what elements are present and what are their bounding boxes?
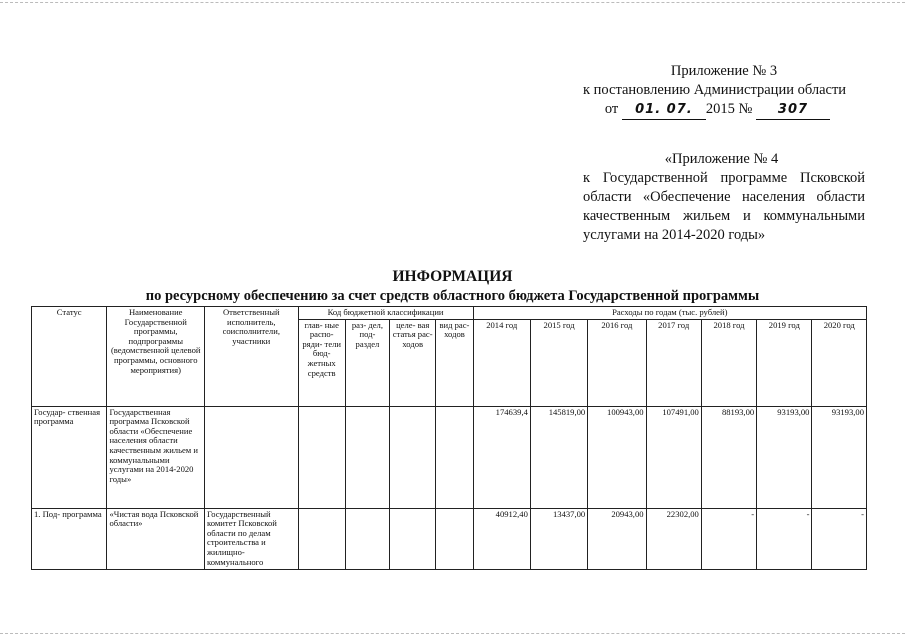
header-expenses: Расходы по годам (тыс. рублей) (473, 307, 866, 320)
header-year-2019: 2019 год (757, 319, 812, 406)
decree-appendix-block (583, 62, 865, 120)
header-year-2016: 2016 год (588, 319, 646, 406)
cell-status: 1. Под- программа (32, 508, 107, 569)
header-year-2017: 2017 год (646, 319, 701, 406)
header-code-section: раз- дел, под- раздел (345, 319, 389, 406)
header-name: Наименование Государственной программы, подпрограммы (ведомственной целевой программы, основного мероприятия) (107, 307, 205, 407)
cell-name: Государственная программа Псковской области «Обеспечение населения области качественным жильем и коммунальными услугами на 2014-2020 годы» (107, 406, 205, 508)
cell-value-2019: - (757, 508, 812, 569)
header-year-2015: 2015 год (530, 319, 587, 406)
document-subtitle: по ресурсному обеспечению за счет средств областного бюджета Государственной программы (145, 288, 760, 304)
document-title: ИНФОРМАЦИЯ (392, 268, 513, 285)
handwritten-date: 01. 07. (622, 100, 706, 120)
header-code-target-article: целе- вая статья рас- ходов (390, 319, 436, 406)
header-year-2014: 2014 год (473, 319, 530, 406)
cell-value-2014: 40912,40 (473, 508, 530, 569)
scan-edge-top (0, 2, 905, 4)
cell-status: Государ- ственная программа (32, 406, 107, 508)
program-appendix-line: к Государственной программе Псковской (583, 170, 865, 186)
cell-value-2016: 20943,00 (588, 508, 646, 569)
header-year-2018: 2018 год (701, 319, 756, 406)
cell-code (345, 406, 389, 508)
cell-value-2015: 145819,00 (530, 406, 587, 508)
table-row (32, 508, 867, 569)
cell-value-2019: 93193,00 (757, 406, 812, 508)
header-executor: Ответственный исполнитель, соисполнители, участники (205, 307, 299, 407)
cell-value-2020: - (812, 508, 867, 569)
appendix-decree-ref: к постановлению Администрации области (583, 82, 847, 98)
program-appendix-line: области «Обеспечение населения области (583, 189, 865, 205)
scan-edge-bottom (0, 633, 905, 635)
program-appendix-line: услугами на 2014-2020 годы» (583, 227, 766, 243)
cell-value-2015: 13437,00 (530, 508, 587, 569)
header-code-expense-type: вид рас- ходов (436, 319, 473, 406)
cell-executor (205, 406, 299, 508)
header-budget-code: Код бюджетной классификации (298, 307, 473, 320)
header-status: Статус (32, 307, 107, 407)
program-appendix-block (583, 150, 865, 245)
resource-table (31, 306, 867, 570)
cell-value-2020: 93193,00 (812, 406, 867, 508)
cell-code (298, 406, 345, 508)
cell-code (390, 508, 436, 569)
cell-value-2017: 22302,00 (646, 508, 701, 569)
cell-code (436, 508, 473, 569)
cell-value-2018: - (701, 508, 756, 569)
cell-code (390, 406, 436, 508)
date-prefix: от (604, 101, 619, 117)
header-year-2020: 2020 год (812, 319, 867, 406)
cell-code (436, 406, 473, 508)
cell-executor: Государственный комитет Псковской области по делам строительства и жилищно- коммунального (205, 508, 299, 569)
appendix-number: Приложение № 3 (670, 63, 778, 79)
table-row (32, 406, 867, 508)
program-appendix-number: «Приложение № 4 (664, 151, 779, 167)
handwritten-number: 307 (756, 100, 830, 120)
cell-code (298, 508, 345, 569)
program-appendix-line: качественным жильем и коммунальными (583, 208, 865, 224)
appendix-date-line (583, 100, 865, 120)
cell-value-2017: 107491,00 (646, 406, 701, 508)
header-code-main-manager: глав- ные распо- ряди- тели бюд- жетных средств (298, 319, 345, 406)
cell-code (345, 508, 389, 569)
cell-value-2016: 100943,00 (588, 406, 646, 508)
cell-name: «Чистая вода Псковской области» (107, 508, 205, 569)
cell-value-2018: 88193,00 (701, 406, 756, 508)
table-header-row (32, 307, 867, 320)
year-number-label: 2015 № (705, 101, 753, 117)
cell-value-2014: 174639,4 (473, 406, 530, 508)
